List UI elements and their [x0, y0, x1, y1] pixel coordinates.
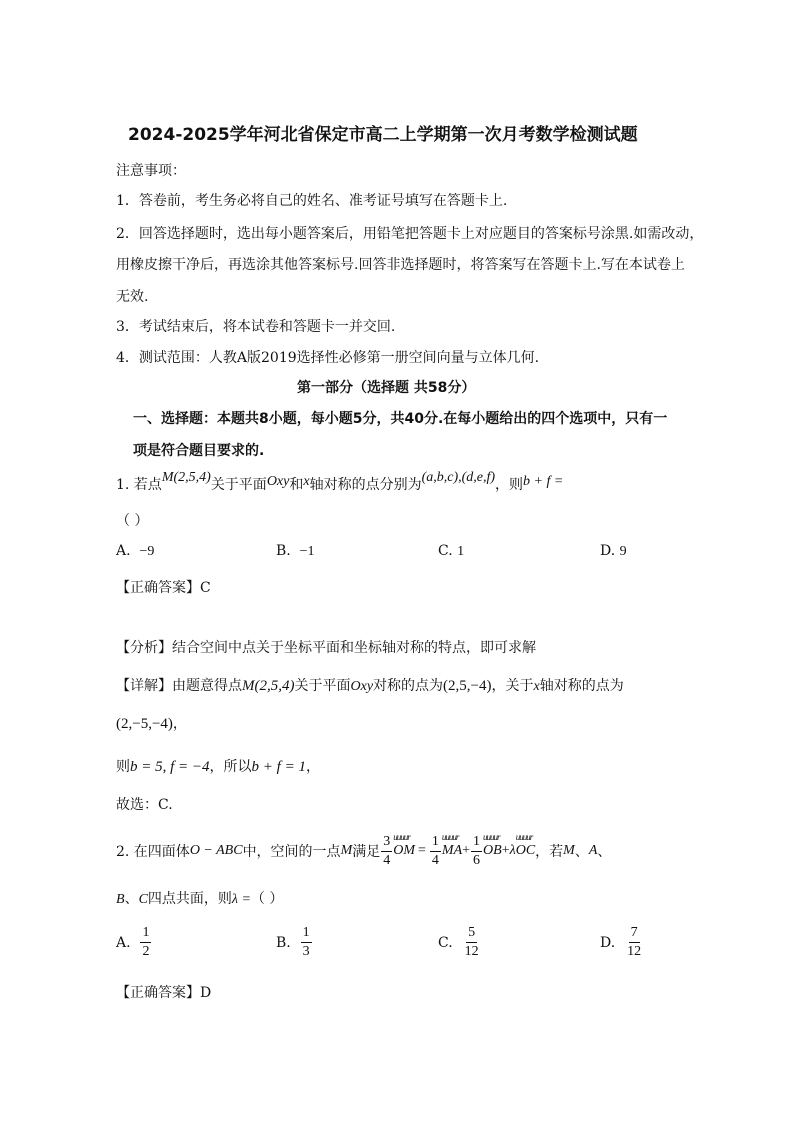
fraction-1-4: $\frac{1}{4}$ [431, 833, 439, 868]
q1-detail-line-1: 【详解】由题意得点M(2,5,4)关于平面Oxy对称的点为(2,5,−4)，关于x轴对称的点为 [116, 678, 624, 694]
q1-choice: 故选：C. [116, 797, 173, 813]
page-title: 2024-2025学年河北省保定市高二上学期第一次月考数学检测试题 [128, 125, 638, 145]
part1-heading: 第一部分（选择题 共58分） [297, 380, 476, 396]
notice-item-1: 1．答卷前，考生务必将自己的姓名、准考证号填写在答题卡上. [116, 193, 508, 209]
notice-item-2-line-2: 用橡皮擦干净后，再选涂其他答案标号.回答非选择题时，将答案写在答题卡上.写在本试卷上 [116, 257, 685, 273]
notice-item-2-line-3: 无效. [116, 289, 149, 305]
fraction-1-6: $\frac{1}{6}$ [473, 833, 481, 868]
notice-heading: 注意事项： [116, 163, 186, 179]
question-1-stem: 1. 若点M(2,5,4)关于平面Oxy和x轴对称的点分别为(a,b,c),(d,e,f)，则b + f = [116, 470, 564, 493]
notice-item-3: 3．考试结束后，将本试卷和答题卡一并交回. [116, 319, 396, 335]
q1-option-c: C. 1 [438, 543, 465, 559]
q2-option-a: A. $\frac{1}{2}$ [116, 925, 150, 959]
q2-answer: 【正确答案】D [116, 985, 212, 1001]
q2-option-b: B. $\frac{1}{3}$ [276, 925, 310, 959]
question-2-stem-line-2: B、C四点共面，则λ =（ ） [116, 891, 284, 907]
q2-option-c: C. $\frac{5}{12}$ [438, 925, 479, 959]
question-2-stem: 2. 在四面体 O − ABC 中，空间的一点 M 满足 $\frac{3}{4}$ uuuur OM = $\frac{1}{4}$ uuuur MA + $\frac{1}{6}$ uuuur OB + λ uuuur OC ，若 M 、 A 、 [116, 832, 612, 868]
q1-option-d: D. 9 [600, 543, 627, 559]
point-m: M(2,5,4) [161, 470, 211, 485]
notice-item-2-line-1: 2．回答选择题时，选出每小题答案后，用铅笔把答题卡上对应题目的答案标号涂黑.如需改动， [116, 226, 704, 242]
notice-item-4: 4．测试范围：人教A版2019选择性必修第一册空间向量与立体几何. [116, 350, 540, 366]
q1-option-b: B. −1 [276, 543, 315, 559]
q2-option-d: D. $\frac{7}{12}$ [600, 925, 642, 959]
q1-detail-line-2: (2,−5,−4)， [116, 716, 187, 732]
fraction-3-4: $\frac{3}{4}$ [383, 833, 391, 868]
question-1-paren: （ ） [116, 513, 149, 529]
q1-detail-line-3: 则b = 5, f = −4，所以b + f = 1， [116, 759, 320, 775]
q1-option-a: A. −9 [116, 543, 155, 559]
q1-analysis: 【分析】结合空间中点关于坐标平面和坐标轴对称的特点，即可求解 [116, 640, 536, 656]
section-instruction-line-2: 项是符合题目要求的. [133, 443, 265, 459]
q1-answer: 【正确答案】C [116, 580, 211, 596]
section-instruction-line-1: 一、选择题：本题共8小题，每小题5分，共40分.在每小题给出的四个选项中，只有一 [133, 411, 668, 427]
